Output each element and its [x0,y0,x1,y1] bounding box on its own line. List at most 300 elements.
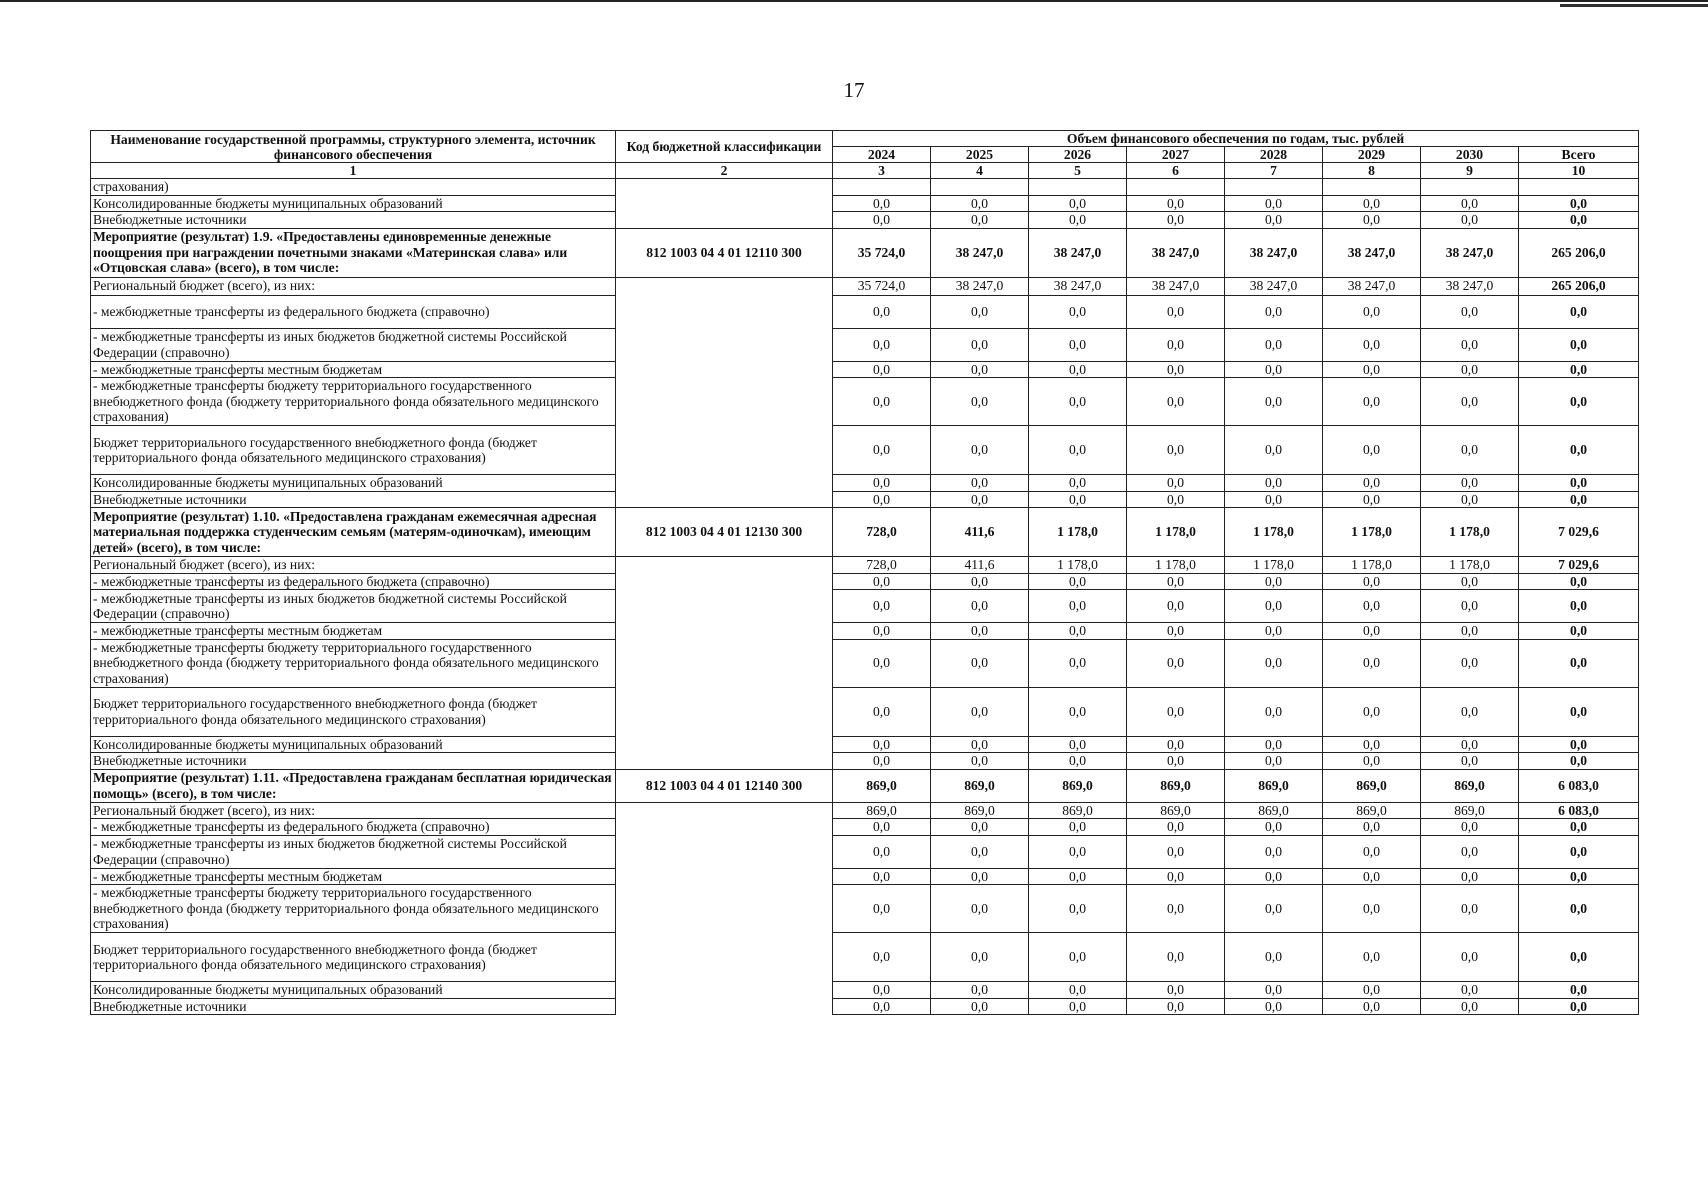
row-value: 728,0 [833,508,931,557]
row-value: 1 178,0 [1127,508,1225,557]
row-value: 0,0 [1127,687,1225,736]
row-value: 0,0 [1225,868,1323,885]
row-value: 38 247,0 [1225,277,1323,295]
row-value: 0,0 [1127,868,1225,885]
header-name: Наименование государственной программы, структурного элемента, источник финансового обеспечения [91,131,616,163]
row-total: 0,0 [1519,361,1639,378]
row-value: 0,0 [1323,639,1421,687]
row-value: 0,0 [1029,426,1127,475]
header-year: 2028 [1225,147,1323,163]
row-value: 0,0 [931,998,1029,1015]
row-value: 869,0 [1225,769,1323,802]
header-row-1 [91,131,1639,147]
col-number: 7 [1225,163,1323,179]
row-value: 1 178,0 [1323,508,1421,557]
row-value: 0,0 [1029,491,1127,508]
header-year: 2029 [1323,147,1421,163]
row-value: 0,0 [1029,475,1127,492]
row-total: 0,0 [1519,295,1639,328]
row-total: 0,0 [1519,426,1639,475]
row-value: 0,0 [931,687,1029,736]
row-code [616,295,833,328]
row-value: 869,0 [1421,802,1519,819]
row-value: 0,0 [1421,835,1519,868]
row-name: Консолидированные бюджеты муниципальных образований [91,736,616,753]
col-number: 10 [1519,163,1639,179]
row-code [616,590,833,623]
row-code [616,639,833,687]
row-value: 869,0 [1127,802,1225,819]
row-total: 0,0 [1519,573,1639,590]
table-row [91,623,1639,640]
row-value: 1 178,0 [1421,557,1519,574]
table-row [91,802,1639,819]
row-value: 35 724,0 [833,277,931,295]
row-total: 6 083,0 [1519,769,1639,802]
row-total: 0,0 [1519,982,1639,999]
row-value: 0,0 [1421,623,1519,640]
row-value [931,179,1029,196]
row-name: Консолидированные бюджеты муниципальных образований [91,195,616,212]
row-value: 0,0 [1029,736,1127,753]
row-value: 0,0 [931,982,1029,999]
row-value: 0,0 [833,868,931,885]
row-value: 0,0 [1225,736,1323,753]
row-value: 0,0 [1127,573,1225,590]
table-row [91,475,1639,492]
row-value: 38 247,0 [931,277,1029,295]
row-value: 0,0 [1323,590,1421,623]
header-col-numbers [91,163,1639,179]
row-name: - межбюджетные трансферты из иных бюджетов бюджетной системы Российской Федерации (справочно) [91,590,616,623]
row-code [616,933,833,982]
row-name: - межбюджетные трансферты из федерального бюджета (справочно) [91,573,616,590]
row-value: 1 178,0 [1127,557,1225,574]
row-value: 0,0 [833,933,931,982]
table-row [91,753,1639,770]
row-value: 0,0 [1225,426,1323,475]
row-value: 38 247,0 [1127,228,1225,277]
row-name: - межбюджетные трансферты из иных бюджетов бюджетной системы Российской Федерации (справочно) [91,328,616,361]
row-value: 0,0 [833,687,931,736]
row-value: 728,0 [833,557,931,574]
row-total: 0,0 [1519,378,1639,426]
row-value: 0,0 [1029,378,1127,426]
row-value: 0,0 [1323,687,1421,736]
row-value: 0,0 [1225,212,1323,229]
row-value: 0,0 [1421,982,1519,999]
row-value: 0,0 [931,885,1029,933]
row-value: 0,0 [1029,328,1127,361]
table-row [91,868,1639,885]
col-number: 6 [1127,163,1225,179]
row-value: 869,0 [1323,769,1421,802]
table-row [91,687,1639,736]
row-value: 0,0 [1421,328,1519,361]
row-name: Консолидированные бюджеты муниципальных образований [91,475,616,492]
row-name: Бюджет территориального государственного внебюджетного фонда (бюджет территориального фонда обязательного медицинского страхования) [91,426,616,475]
row-value: 0,0 [1225,885,1323,933]
row-total: 0,0 [1519,998,1639,1015]
row-value: 0,0 [833,753,931,770]
row-value: 0,0 [1127,378,1225,426]
col-number: 9 [1421,163,1519,179]
row-value: 869,0 [1127,769,1225,802]
table-row [91,378,1639,426]
header-year: 2024 [833,147,931,163]
row-value: 0,0 [1225,590,1323,623]
row-value: 0,0 [1225,639,1323,687]
row-name: Мероприятие (результат) 1.11. «Предоставлена гражданам бесплатная юридическая помощь» (всего), в том числе: [91,769,616,802]
row-name: - межбюджетные трансферты местным бюджетам [91,868,616,885]
row-value: 0,0 [1225,753,1323,770]
row-value: 0,0 [1225,835,1323,868]
row-name: - межбюджетные трансферты местным бюджетам [91,361,616,378]
row-value: 0,0 [1323,623,1421,640]
row-code [616,885,833,933]
row-code [616,819,833,836]
row-value: 0,0 [1127,933,1225,982]
row-value: 0,0 [1421,426,1519,475]
header-total: Всего [1519,147,1639,163]
table-body [91,179,1639,1015]
row-value: 0,0 [1323,573,1421,590]
row-value: 38 247,0 [1323,277,1421,295]
table-row [91,328,1639,361]
table-row [91,819,1639,836]
row-value: 0,0 [1421,212,1519,229]
row-value: 0,0 [1225,933,1323,982]
col-number: 4 [931,163,1029,179]
row-value: 0,0 [931,590,1029,623]
row-value: 0,0 [1421,590,1519,623]
row-value: 0,0 [1225,295,1323,328]
row-code [616,835,833,868]
table-row [91,736,1639,753]
header-code: Код бюджетной классификации [616,131,833,163]
table-row [91,982,1639,999]
row-value: 0,0 [1323,819,1421,836]
row-value: 0,0 [1225,982,1323,999]
table-row [91,590,1639,623]
row-total: 6 083,0 [1519,802,1639,819]
row-value: 869,0 [931,769,1029,802]
row-value: 0,0 [1323,378,1421,426]
row-value: 0,0 [1421,868,1519,885]
row-value: 0,0 [833,998,931,1015]
row-name: Мероприятие (результат) 1.10. «Предоставлена гражданам ежемесячная адресная материальная поддержка студенческим семьям (матерям-одиночкам), имеющим детей» (всего), в том числе: [91,508,616,557]
row-value: 0,0 [833,736,931,753]
row-value: 38 247,0 [1421,277,1519,295]
row-value: 0,0 [1029,212,1127,229]
row-value: 38 247,0 [1225,228,1323,277]
row-value: 0,0 [833,982,931,999]
row-total: 265 206,0 [1519,228,1639,277]
row-value: 869,0 [833,802,931,819]
row-value: 0,0 [1127,639,1225,687]
row-value: 0,0 [931,819,1029,836]
row-value: 0,0 [833,295,931,328]
row-value: 0,0 [833,426,931,475]
row-value [833,179,931,196]
row-value: 0,0 [1323,736,1421,753]
row-value [1029,179,1127,196]
col-number: 1 [91,163,616,179]
table-row [91,195,1639,212]
row-value: 0,0 [931,212,1029,229]
header-volume: Объем финансового обеспечения по годам, тыс. рублей [833,131,1639,147]
row-value: 0,0 [1029,753,1127,770]
row-value: 0,0 [1421,736,1519,753]
row-value: 0,0 [1421,885,1519,933]
col-number: 5 [1029,163,1127,179]
row-value: 0,0 [1225,687,1323,736]
row-value: 0,0 [833,475,931,492]
row-value: 0,0 [1421,573,1519,590]
row-value: 0,0 [1029,573,1127,590]
row-name: страхования) [91,179,616,196]
row-value: 0,0 [1323,328,1421,361]
table-row [91,998,1639,1015]
row-value: 0,0 [931,378,1029,426]
row-value: 0,0 [1127,998,1225,1015]
table-row [91,639,1639,687]
row-value: 0,0 [1225,819,1323,836]
row-value: 0,0 [1421,819,1519,836]
row-value: 0,0 [1323,491,1421,508]
row-value: 0,0 [1323,475,1421,492]
row-value: 0,0 [1029,933,1127,982]
row-code [616,557,833,574]
row-value: 0,0 [833,639,931,687]
row-value: 0,0 [931,835,1029,868]
header-year: 2026 [1029,147,1127,163]
row-value: 0,0 [1127,295,1225,328]
row-value: 38 247,0 [1029,277,1127,295]
row-value: 0,0 [1029,868,1127,885]
row-value: 0,0 [1323,753,1421,770]
row-value: 0,0 [1225,491,1323,508]
row-total: 0,0 [1519,933,1639,982]
row-code [616,195,833,212]
row-value: 0,0 [1127,835,1225,868]
row-total: 0,0 [1519,475,1639,492]
col-number: 8 [1323,163,1421,179]
row-value: 0,0 [833,195,931,212]
row-value: 0,0 [833,835,931,868]
row-value [1421,179,1519,196]
row-total: 7 029,6 [1519,508,1639,557]
row-value: 0,0 [1323,361,1421,378]
row-value: 0,0 [1323,835,1421,868]
row-code [616,426,833,475]
row-value: 0,0 [1225,623,1323,640]
row-value: 1 178,0 [1225,557,1323,574]
row-total: 0,0 [1519,736,1639,753]
table-row [91,491,1639,508]
row-value: 0,0 [1421,639,1519,687]
row-total: 0,0 [1519,639,1639,687]
row-value: 0,0 [1421,361,1519,378]
row-value: 869,0 [1421,769,1519,802]
row-value: 0,0 [931,491,1029,508]
row-value: 0,0 [1323,212,1421,229]
row-value: 0,0 [1225,475,1323,492]
row-value: 0,0 [833,491,931,508]
row-value: 0,0 [1225,195,1323,212]
row-total: 0,0 [1519,491,1639,508]
row-value: 0,0 [931,195,1029,212]
row-name: - межбюджетные трансферты бюджету территориального государственного внебюджетного фонда (бюджету территориального фонда обязательного медицинского страхования) [91,639,616,687]
page-number: 17 [843,78,865,102]
table-row [91,557,1639,574]
row-value: 0,0 [1421,378,1519,426]
top-rule [0,0,1708,2]
row-value: 0,0 [931,753,1029,770]
row-code [616,179,833,196]
row-value: 869,0 [1323,802,1421,819]
row-value: 869,0 [1029,769,1127,802]
row-value: 0,0 [1029,819,1127,836]
row-value [1127,179,1225,196]
row-value: 1 178,0 [1323,557,1421,574]
row-value: 38 247,0 [1421,228,1519,277]
row-value: 0,0 [931,736,1029,753]
row-value: 1 178,0 [1225,508,1323,557]
row-value: 0,0 [931,573,1029,590]
row-code [616,753,833,770]
row-code: 812 1003 04 4 01 12140 300 [616,769,833,802]
row-value: 0,0 [1323,885,1421,933]
row-total: 0,0 [1519,623,1639,640]
row-value: 0,0 [833,573,931,590]
row-value: 0,0 [1421,195,1519,212]
row-value: 0,0 [931,475,1029,492]
row-value: 0,0 [1127,885,1225,933]
row-value: 0,0 [1127,195,1225,212]
row-name: Региональный бюджет (всего), из них: [91,802,616,819]
row-name: - межбюджетные трансферты из иных бюджетов бюджетной системы Российской Федерации (справочно) [91,835,616,868]
row-value: 0,0 [1029,998,1127,1015]
row-value: 0,0 [1225,361,1323,378]
row-value: 0,0 [1127,491,1225,508]
row-value: 0,0 [1225,573,1323,590]
row-value: 0,0 [1029,623,1127,640]
row-code [616,687,833,736]
row-code [616,998,833,1015]
table-row [91,361,1639,378]
row-total: 0,0 [1519,212,1639,229]
row-value: 0,0 [1127,212,1225,229]
row-code [616,736,833,753]
row-code: 812 1003 04 4 01 12130 300 [616,508,833,557]
row-value: 0,0 [833,378,931,426]
row-value: 0,0 [1127,590,1225,623]
table-row [91,295,1639,328]
row-value: 869,0 [931,802,1029,819]
row-value: 35 724,0 [833,228,931,277]
table-row [91,835,1639,868]
row-value: 0,0 [931,361,1029,378]
row-value: 0,0 [1323,982,1421,999]
row-value: 0,0 [931,426,1029,475]
col-number: 3 [833,163,931,179]
row-name: Региональный бюджет (всего), из них: [91,277,616,295]
row-value: 0,0 [1029,295,1127,328]
row-value: 0,0 [833,328,931,361]
row-value: 0,0 [931,868,1029,885]
row-name: Внебюджетные источники [91,753,616,770]
row-value: 0,0 [1323,998,1421,1015]
row-value: 0,0 [931,328,1029,361]
header-year: 2027 [1127,147,1225,163]
row-value: 0,0 [1421,475,1519,492]
row-value: 1 178,0 [1029,508,1127,557]
table-row-measure [91,508,1639,557]
row-value: 411,6 [931,557,1029,574]
row-value: 0,0 [833,885,931,933]
row-value: 0,0 [1421,687,1519,736]
row-value: 0,0 [1323,426,1421,475]
row-value [1323,179,1421,196]
row-code [616,868,833,885]
row-total: 0,0 [1519,819,1639,836]
row-value: 0,0 [1029,195,1127,212]
row-code [616,475,833,492]
row-value: 0,0 [1029,639,1127,687]
row-value: 0,0 [1225,328,1323,361]
row-value: 0,0 [1127,736,1225,753]
row-value: 0,0 [931,295,1029,328]
row-total: 0,0 [1519,328,1639,361]
row-value: 0,0 [1029,361,1127,378]
row-name: Региональный бюджет (всего), из них: [91,557,616,574]
row-name: - межбюджетные трансферты бюджету территориального государственного внебюджетного фонда (бюджету территориального фонда обязательного медицинского страхования) [91,378,616,426]
row-code [616,982,833,999]
row-name: Внебюджетные источники [91,491,616,508]
row-value: 0,0 [1127,753,1225,770]
row-name: Консолидированные бюджеты муниципальных образований [91,982,616,999]
row-code [616,361,833,378]
row-value: 0,0 [833,212,931,229]
row-value: 0,0 [1127,361,1225,378]
row-name: - межбюджетные трансферты из федерального бюджета (справочно) [91,295,616,328]
row-value: 0,0 [931,639,1029,687]
row-value: 0,0 [931,623,1029,640]
row-code [616,378,833,426]
row-name: - межбюджетные трансферты местным бюджетам [91,623,616,640]
row-value: 0,0 [833,361,931,378]
table-row [91,426,1639,475]
table-header [91,131,1639,179]
row-value: 0,0 [1421,933,1519,982]
row-name: Внебюджетные источники [91,998,616,1015]
row-value: 1 178,0 [1029,557,1127,574]
row-value: 38 247,0 [1029,228,1127,277]
row-code [616,573,833,590]
row-name: Мероприятие (результат) 1.9. «Предоставлены единовременные денежные поощрения при награждении почетными знаками «Материнская слава» или «Отцовская слава» (всего), в том числе: [91,228,616,277]
table-row-measure [91,769,1639,802]
row-code: 812 1003 04 4 01 12110 300 [616,228,833,277]
row-value: 0,0 [1127,475,1225,492]
row-code [616,802,833,819]
row-value: 0,0 [1127,623,1225,640]
table-row [91,277,1639,295]
row-name: Бюджет территориального государственного внебюджетного фонда (бюджет территориального фонда обязательного медицинского страхования) [91,933,616,982]
row-value: 0,0 [833,590,931,623]
row-value: 869,0 [1225,802,1323,819]
row-value: 0,0 [1421,295,1519,328]
